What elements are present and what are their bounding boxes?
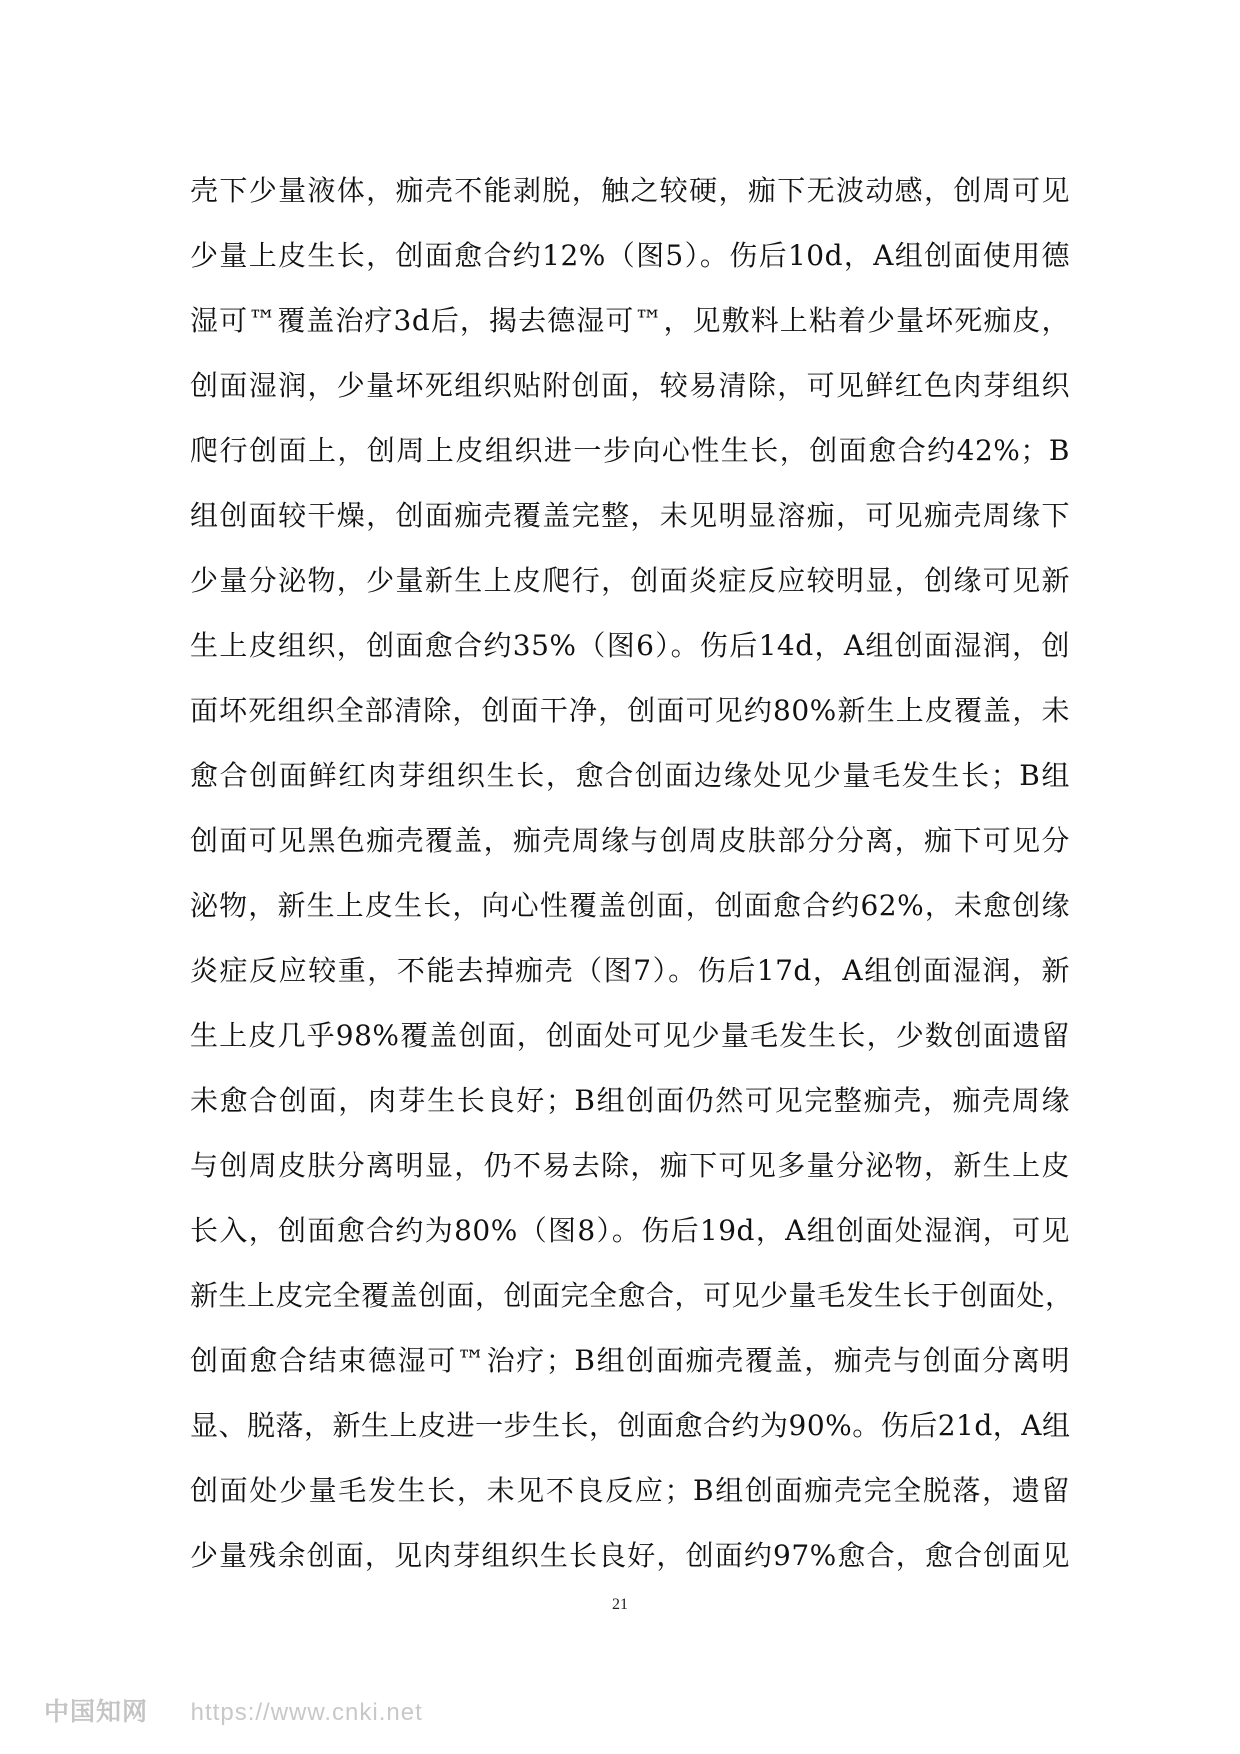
text-line: 壳下少量液体，痂壳不能剥脱，触之较硬，痂下无波动感，创周可见 (190, 174, 1070, 207)
page-number: 21 (612, 1596, 628, 1613)
text-line: 创面可见黑色痂壳覆盖，痂壳周缘与创周皮肤部分分离，痂下可见分 (190, 824, 1070, 857)
text-line: 炎症反应较重，不能去掉痂壳（图7）。伤后17d，A组创面湿润，新 (190, 954, 1070, 987)
text-line: 创面处少量毛发生长，未见不良反应；B组创面痂壳完全脱落，遗留 (190, 1474, 1070, 1507)
text-line: 创面愈合结束德湿可™治疗；B组创面痂壳覆盖，痂壳与创面分离明 (190, 1344, 1070, 1377)
text-line: 与创周皮肤分离明显，仍不易去除，痂下可见多量分泌物，新生上皮 (190, 1149, 1070, 1182)
text-line: 少量分泌物，少量新生上皮爬行，创面炎症反应较明显，创缘可见新 (190, 564, 1070, 597)
text-line: 组创面较干燥，创面痂壳覆盖完整，未见明显溶痂，可见痂壳周缘下 (190, 499, 1070, 532)
cnki-logo-text: 中国知网 (44, 1697, 149, 1726)
cnki-watermark (44, 1692, 423, 1728)
watermark-url: https://www.cnki.net (190, 1699, 423, 1726)
text-line: 少量残余创面，见肉芽组织生长良好，创面约97%愈合，愈合创面见 (190, 1539, 1070, 1572)
text-line: 湿可™覆盖治疗3d后，揭去德湿可™，见敷料上粘着少量坏死痂皮， (190, 304, 1070, 337)
text-line: 愈合创面鲜红肉芽组织生长，愈合创面边缘处见少量毛发生长；B组 (190, 759, 1070, 792)
text-line: 面坏死组织全部清除，创面干净，创面可见约80%新生上皮覆盖，未 (190, 694, 1070, 727)
text-line: 少量上皮生长，创面愈合约12%（图5）。伤后10d，A组创面使用德 (190, 239, 1070, 272)
text-line: 创面湿润，少量坏死组织贴附创面，较易清除，可见鲜红色肉芽组织 (190, 369, 1070, 402)
text-line: 显、脱落，新生上皮进一步生长，创面愈合约为90%。伤后21d，A组 (190, 1409, 1071, 1442)
text-line: 新生上皮完全覆盖创面，创面完全愈合，可见少量毛发生长于创面处， (190, 1279, 1074, 1312)
text-line: 爬行创面上，创周上皮组织进一步向心性生长，创面愈合约42%；B (190, 434, 1070, 467)
text-line: 生上皮几乎98%覆盖创面，创面处可见少量毛发生长，少数创面遗留 (190, 1019, 1070, 1052)
text-line: 泌物，新生上皮生长，向心性覆盖创面，创面愈合约62%，未愈创缘 (190, 889, 1070, 922)
text-line: 长入，创面愈合约为80%（图8）。伤后19d，A组创面处湿润，可见 (190, 1214, 1070, 1247)
text-line: 未愈合创面，肉芽生长良好；B组创面仍然可见完整痂壳，痂壳周缘 (190, 1084, 1070, 1117)
body-paragraph (190, 158, 1074, 1588)
text-line: 生上皮组织，创面愈合约35%（图6）。伤后14d，A组创面湿润，创 (190, 629, 1070, 662)
